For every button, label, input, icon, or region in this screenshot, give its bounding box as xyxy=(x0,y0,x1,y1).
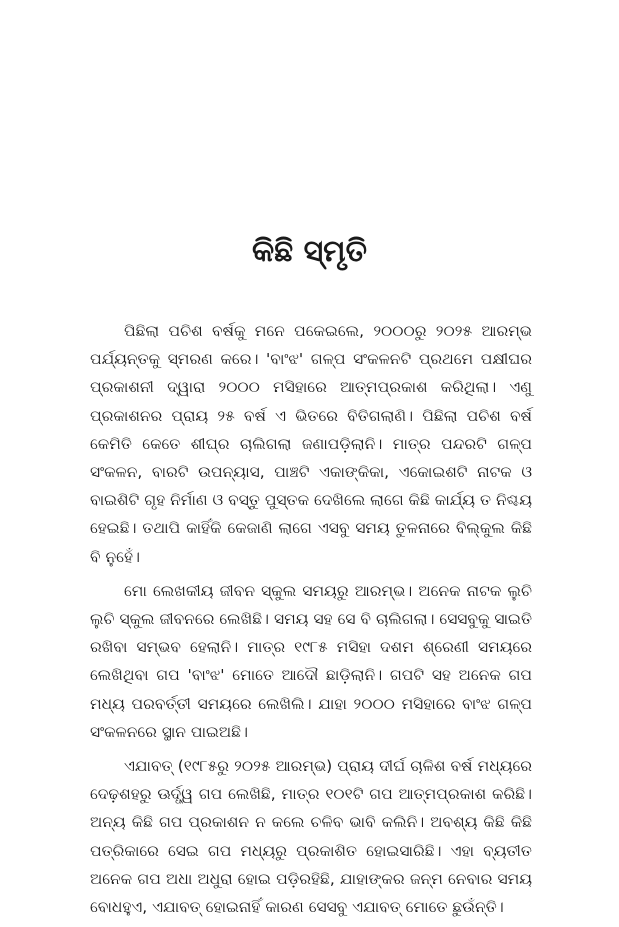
chapter-body xyxy=(90,317,532,927)
paragraph-2: ମୋ ଲେଖକୀୟ ଜୀବନ ସ୍କୁଲ ସମୟରୁ ଆରମ୍ଭ। ଅନେକ ନାଟକ ଲୁଚି ଲୁଚି ସ୍କୁଲ ଜୀବନରେ ଲେଖିଛି। ସମୟ ସହ ସେ ବି ଚାଲିଗଲା। ସେସବୁକୁ ସାଇତି ରଖିବା ସମ୍ଭବ ହେଲାନି। ମାତ୍ର ୧୯୮୫ ମସିହା ଦଶମ ଶ୍ରେଣୀ ସମୟରେ ଲେଖିଥିବା ଗପ 'ବାଂଝ' ମୋତେ ଆଦୌ ଛାଡ଼ିଲାନି। ଗପଟି ସହ ଅନେକ ଗପ ମଧ୍ୟ ପରବର୍ତ୍ତୀ ସମୟରେ ଲେଖିଲି। ଯାହା ୨୦୦୦ ମସିହାରେ ବାଂଝ ଗଳ୍ପ ସଂକଳନରେ ସ୍ଥାନ ପାଇଅଛି। xyxy=(90,581,532,741)
paragraph-3: ଏଯାବତ୍ (୧୯୮୫ରୁ ୨୦୨୫ ଆରମ୍ଭ) ପ୍ରାୟ ଦୀର୍ଘ ଚାଳିଶ ବର୍ଷ ମଧ୍ୟରେ ଦେଢ଼ଶହରୁ ଊର୍ଦ୍ଧ୍ୱ ଗପ ଲେଖିଛି, ମାତ୍ର ୧୦୧ଟି ଗପ ଆତ୍ମପ୍ରକାଶ କରିଛି। ଅନ୍ୟ କିଛି ଗପ ପ୍ରକାଶନ ନ କଲେ ଚଳିବ ଭାବି କଲିନି। ଅବଶ୍ୟ କିଛି କିଛି ପତ୍ରିକାରେ ସେଇ ଗପ ମଧ୍ୟରୁ ପ୍ରକାଶିତ ହୋଇସାରିଛି। ଏହା ବ୍ୟତୀତ ଅନେକ ଗପ ଅଧା ଅଧୁରା ହୋଇ ପଡ଼ିରହିଛି, ଯାହାଙ୍କର ଜନ୍ମ ନେବାର ସମୟ ବୋଧହୁଏ, ଏଯାବତ୍ ହୋଇନାହିଁ କାରଣ ସେସବୁ ଏଯାବତ୍ ମୋତେ ଛୁଉଁନ୍ତି। xyxy=(90,757,532,917)
chapter-title: କିଛି ସ୍ମୃତି xyxy=(251,234,368,269)
paragraph-1: ପିଛିଲା ପଚିଶ ବର୍ଷକୁ ମନେ ପକେଇଲେ, ୨୦୦୦ରୁ ୨୦୨୫ ଆରମ୍ଭ ପର୍ଯ୍ୟନ୍ତକୁ ସ୍ମରଣ କରେ। 'ବାଂଝ' ଗଳ୍ପ ସଂକଳନଟି ପ୍ରଥମେ ପକ୍ଷୀଘର ପ୍ରକାଶନୀ ଦ୍ୱାରା ୨୦୦୦ ମସିହାରେ ଆତ୍ମପ୍ରକାଶ କରିଥିଲା। ଏଣୁ ପ୍ରକାଶନର ପ୍ରାୟ ୨୫ ବର୍ଷ ଏ ଭିତରେ ବିତିଗଲାଣି। ପିଛିଲା ପଚିଶ ବର୍ଷ କେମିତି କେତେ ଶୀଘ୍ର ଚାଲିଗଲା ଜଣାପଡ଼ିଲାନି। ମାତ୍ର ପନ୍ଦରଟି ଗଳ୍ପ ସଂକଳନ, ବାରଟି ଉପନ୍ୟାସ, ପାଞ୍ଚଟି ଏକାଙ୍କିକା, ଏକୋଇଶଟି ନାଟକ ଓ ବାଇଶିଟି ଗୃହ ନିର୍ମାଣ ଓ ବସ୍ତୁ ପୁସ୍ତକ ଦେଖିଲେ ଲାଗେ କିଛି କାର୍ଯ୍ୟ ତ ନିଶ୍ଚୟ ହେଇଛି। ତଥାପି କାହିଁକି କେଜାଣି ଲାଗେ ଏସବୁ ସମୟ ତୁଳନାରେ ବିଲ୍‌କୁଲ କିଛି ବି ନୁହେଁ। xyxy=(90,322,532,566)
